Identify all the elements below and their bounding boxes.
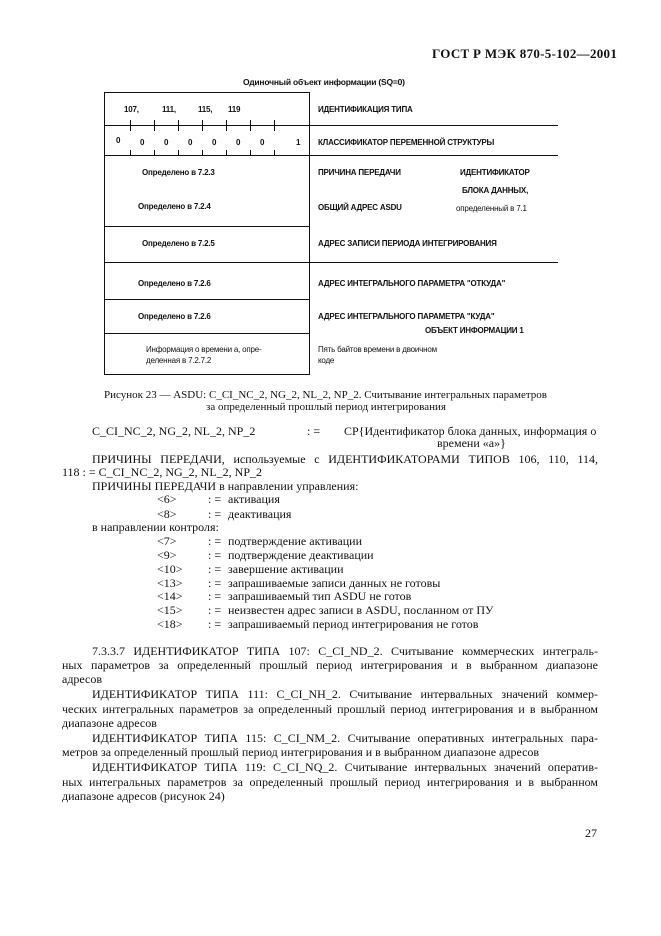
bit-tick bbox=[178, 120, 179, 125]
type-id-value: 111, bbox=[162, 105, 176, 114]
field-reference: Определено в 7.2.6 bbox=[138, 279, 211, 288]
cause-text: неизвестен адрес записи в ASDU, посланном от ПУ bbox=[228, 603, 494, 617]
paragraph-line: ных интегральных параметров за определенный прошлый период интегрирования и в выбранном bbox=[62, 775, 598, 789]
cause-text: активация bbox=[228, 492, 280, 506]
field-reference: Определено в 7.2.5 bbox=[142, 239, 215, 248]
cause-code: <9> bbox=[157, 548, 177, 562]
paragraph-line: ных параметров за определенный прошлый период интегрирования и в выбранном диапазоне bbox=[62, 658, 598, 672]
paragraph-line: ИДЕНТИФИКАТОР ТИПА 111: C_CI_NH_2. Считывание интервальных значений коммер- bbox=[92, 687, 598, 701]
type-id-label: ИДЕНТИФИКАЦИЯ ТИПА bbox=[318, 105, 413, 114]
vsq-bit: 0 bbox=[212, 138, 217, 147]
cause-assign: : = bbox=[208, 603, 222, 617]
paragraph-line: ИДЕНТИФИКАТОР ТИПА 115: C_CI_NM_2. Считывание оперативных интегральных пара- bbox=[92, 731, 598, 745]
cause-assign: : = bbox=[208, 589, 222, 603]
vsq-label: КЛАССИФИКАТОР ПЕРЕМЕННОЙ СТРУКТУРЫ bbox=[318, 138, 495, 147]
bit-tick bbox=[130, 126, 131, 131]
vsq-bit: 1 bbox=[296, 138, 301, 147]
row-divider bbox=[104, 125, 310, 126]
data-unit-id-label: БЛОКА ДАННЫХ, bbox=[462, 186, 529, 195]
cause-text: запрашиваемый период интегрирования не готов bbox=[228, 617, 479, 631]
row-divider bbox=[104, 262, 310, 263]
bit-tick bbox=[202, 120, 203, 125]
definition-assign: : = bbox=[307, 424, 321, 438]
paragraph-line: ческих интегральных параметров за определенный прошлый период интегрирования и в выбранном bbox=[62, 702, 598, 716]
row-divider bbox=[104, 299, 310, 300]
cause-text: подтверждение деактивации bbox=[228, 548, 374, 562]
bit-tick bbox=[274, 126, 275, 131]
bit-tick bbox=[178, 126, 179, 131]
row-divider-right bbox=[310, 155, 558, 156]
cause-assign: : = bbox=[208, 562, 222, 576]
bit-tick bbox=[226, 120, 227, 125]
bit-tick bbox=[154, 126, 155, 131]
causes-intro: ПРИЧИНЫ ПЕРЕДАЧИ, используемые с ИДЕНТИФИКАТОРАМИ ТИПОВ 106, 110, 114, bbox=[92, 452, 598, 466]
time-reference: Информация о времени а, опре- bbox=[146, 345, 262, 354]
bit-tick bbox=[130, 120, 131, 125]
field-label: АДРЕС ИНТЕГРАЛЬНОГО ПАРАМЕТРА "КУДА" bbox=[318, 312, 495, 321]
bit-tick bbox=[202, 150, 203, 155]
info-object-label: ОБЪЕКТ ИНФОРМАЦИИ 1 bbox=[425, 326, 524, 335]
paragraph-line: адресов bbox=[62, 672, 103, 686]
field-reference: Определено в 7.2.6 bbox=[138, 312, 211, 321]
bit-tick bbox=[250, 150, 251, 155]
field-label: АДРЕС ЗАПИСИ ПЕРИОДА ИНТЕГРИРОВАНИЯ bbox=[318, 239, 497, 248]
data-unit-id-label: определенный в 7.1 bbox=[456, 204, 527, 213]
bit-tick bbox=[178, 150, 179, 155]
paragraph-line: диапазоне адресов (рисунок 24) bbox=[62, 789, 225, 803]
cause-code: <8> bbox=[157, 507, 177, 521]
paragraph-line: метров за определенный прошлый период интегрирования и в выбранном диапазоне адресов bbox=[62, 745, 540, 759]
cause-code: <18> bbox=[157, 617, 183, 631]
table-bottom-border bbox=[104, 374, 310, 375]
row-divider bbox=[104, 226, 310, 227]
row-divider bbox=[104, 333, 310, 334]
bit-tick bbox=[130, 150, 131, 155]
cause-code: <6> bbox=[157, 492, 177, 506]
vsq-bit: 0 bbox=[188, 138, 193, 147]
vsq-bit: 0 bbox=[164, 138, 169, 147]
bit-tick bbox=[274, 120, 275, 125]
cause-text: подтверждение активации bbox=[228, 534, 363, 548]
paragraph-line: 7.3.3.7 ИДЕНТИФИКАТОР ТИПА 107: C_CI_ND_2. Считывание коммерческих интеграль- bbox=[92, 644, 598, 658]
bit-tick bbox=[250, 120, 251, 125]
bit-tick bbox=[274, 150, 275, 155]
vsq-bit: 0 bbox=[140, 138, 145, 147]
vsq-bit: 0 bbox=[236, 138, 241, 147]
cause-code: <14> bbox=[157, 589, 183, 603]
time-label: Пять байтов времени в двоичном bbox=[318, 345, 437, 354]
table-top-border bbox=[104, 92, 310, 93]
field-label: ПРИЧИНА ПЕРЕДАЧИ bbox=[318, 168, 401, 177]
cause-assign: : = bbox=[208, 548, 222, 562]
time-reference: деленная в 7.2.7.2 bbox=[146, 356, 212, 365]
page-number: 27 bbox=[585, 826, 597, 840]
figure-caption: Рисунок 23 — ASDU: C_CI_NC_2, NG_2, NL_2, NP_2. Считывание интегральных параметров bbox=[104, 389, 547, 401]
paragraph-line: диапазоне адресов bbox=[62, 716, 157, 730]
row-divider bbox=[104, 155, 310, 156]
field-label: АДРЕС ИНТЕГРАЛЬНОГО ПАРАМЕТРА "ОТКУДА" bbox=[318, 279, 506, 288]
bit-tick bbox=[226, 126, 227, 131]
cause-assign: : = bbox=[208, 492, 222, 506]
cause-assign: : = bbox=[208, 617, 222, 631]
cause-code: <10> bbox=[157, 562, 183, 576]
field-reference: Определено в 7.2.4 bbox=[138, 202, 211, 211]
type-id-value: 115, bbox=[198, 105, 213, 114]
vsq-bit: 0 bbox=[116, 136, 121, 145]
monitor-heading: в направлении контроля: bbox=[92, 520, 219, 534]
bit-tick bbox=[226, 150, 227, 155]
bit-tick bbox=[154, 120, 155, 125]
cause-text: завершение активации bbox=[228, 562, 344, 576]
cause-text: запрашиваемый тип ASDU не готов bbox=[228, 589, 412, 603]
definition-value: CP{Идентификатор блока данных, информация о bbox=[344, 424, 597, 438]
cause-code: <13> bbox=[157, 576, 183, 590]
data-unit-id-label: ИДЕНТИФИКАТОР bbox=[460, 168, 530, 177]
field-reference: Определено в 7.2.3 bbox=[142, 168, 215, 177]
causes-intro: ПРИЧИНЫ ПЕРЕДАЧИ в направлении управления: bbox=[92, 479, 359, 493]
definition-value: времени «а»} bbox=[437, 436, 506, 450]
cause-text: запрашиваемые записи данных не готовы bbox=[228, 576, 441, 590]
cause-code: <15> bbox=[157, 603, 183, 617]
bit-tick bbox=[154, 150, 155, 155]
row-divider-right bbox=[310, 125, 558, 126]
document-header: ГОСТ Р МЭК 870-5-102—2001 bbox=[432, 46, 618, 61]
type-id-value: 119 bbox=[228, 105, 241, 114]
causes-intro: 118 : = C_CI_NC_2, NG_2, NL_2, NP_2 bbox=[62, 465, 262, 479]
field-label: ОБЩИЙ АДРЕС ASDU bbox=[318, 203, 402, 212]
time-label: коде bbox=[318, 356, 335, 365]
bit-tick bbox=[250, 126, 251, 131]
cause-assign: : = bbox=[208, 507, 222, 521]
bit-tick bbox=[202, 126, 203, 131]
cause-assign: : = bbox=[208, 576, 222, 590]
vsq-bit: 0 bbox=[260, 138, 265, 147]
cause-text: деактивация bbox=[228, 507, 292, 521]
paragraph-line: ИДЕНТИФИКАТОР ТИПА 119: C_CI_NQ_2. Считывание интервальных значений оператив- bbox=[92, 760, 598, 774]
figure-table-caption: Одиночный объект информации (SQ=0) bbox=[243, 77, 405, 87]
definition-name: C_CI_NC_2, NG_2, NL_2, NP_2 bbox=[92, 424, 256, 438]
cause-code: <7> bbox=[157, 534, 177, 548]
figure-caption: за определенный прошлый период интегрирования bbox=[206, 401, 446, 413]
row-divider-right bbox=[310, 262, 558, 263]
cause-assign: : = bbox=[208, 534, 222, 548]
type-id-value: 107, bbox=[124, 105, 139, 114]
